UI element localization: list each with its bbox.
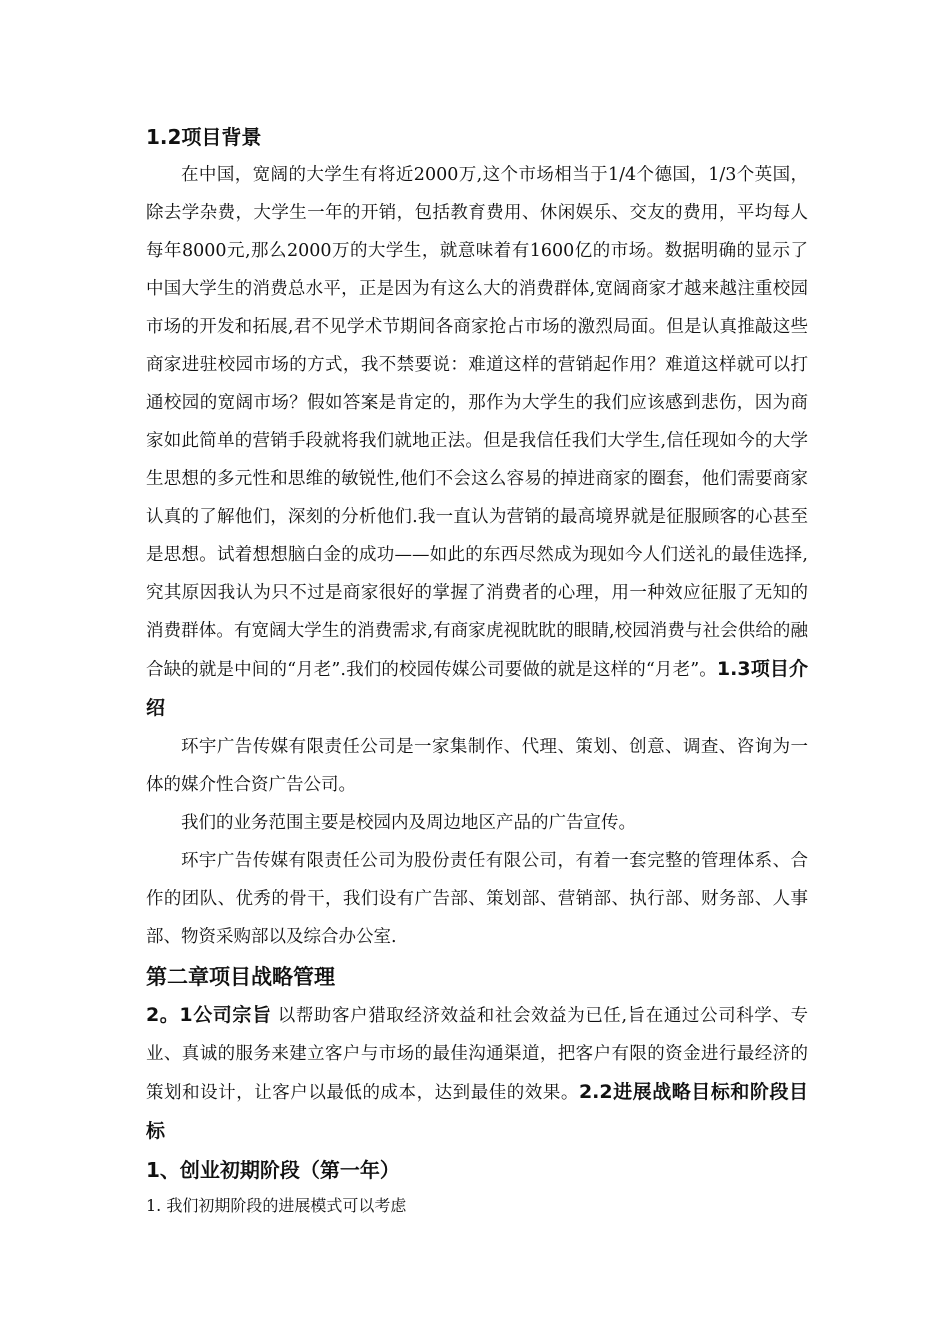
section-heading-2-1: 2。1公司宗旨 — [146, 1004, 272, 1026]
intro-paragraph-1: 环宇广告传媒有限责任公司是一家集制作、代理、策划、创意、调查、咨询为一体的媒介性合资广告公司。 — [146, 737, 808, 795]
document-content — [146, 118, 808, 1223]
mission-paragraph — [146, 996, 808, 1151]
stage-heading-1: 1、创业初期阶段（第一年） — [146, 1158, 400, 1182]
section-heading-1-3: 1.3项目介绍 — [146, 658, 808, 719]
mission-text: 以帮助客户猎取经济效益和社会效益为已任,旨在通过公司科学、专业、真诚的服务来建立客户与市场的最佳沟通渠道，把客户有限的资金进行最经济的策划和设计，让客户以最低的成本，达到最佳的效果。 — [146, 1006, 808, 1103]
section-heading-2-2: 2.2进展战略目标和阶段目标 — [146, 1081, 808, 1142]
stage-item-1: 1. 我们初期阶段的进展模式可以考虑 — [146, 1196, 407, 1215]
intro-paragraph-2: 我们的业务范围主要是校园内及周边地区产品的广告宣传。 — [181, 813, 636, 833]
background-text: 在中国，宽阔的大学生有将近2000万,这个市场相当于1/4个德国，1/3个英国，除去学杂费，大学生一年的开销，包括教育费用、休闲娱乐、交友的费用，平均每人每年8000元,那么2000万的大学生，就意味着有1600亿的市场。数据明确的显示了中国大学生的消费总水平，正是因为有这么大的消费群体,宽阔商家才越来越注重校园市场的开发和拓展,君不见学术节期间各商家抢占市场的激烈局面。但是认真推敲这些商家进驻校园市场的方式，我不禁要说：难道这样的营销起作用？难道这样就可以打通校园的宽阔市场？假如答案是肯定的，那作为大学生的我们应该感到悲伤，因为商家如此简单的营销手段就将我们就地正法。但是我信任我们大学生,信任现如今的大学生思想的多元性和思维的敏锐性,他们不会这么容易的掉进商家的圈套，他们需要商家认真的了解他们，深刻的分析他们.我一直认为营销的最高境界就是征服顾客的心甚至是思想。试着想想脑白金的成功——如此的东西尽然成为现如今人们送礼的最佳选择,究其原因我认为只不过是商家很好的掌握了消费者的心理，用一种效应征服了无知的消费群体。有宽阔大学生的消费需求,有商家虎视眈眈的眼睛,校园消费与社会供给的融合缺的就是中间的“月老”.我们的校园传媒公司要做的就是这样的“月老”。 — [146, 165, 808, 680]
background-paragraph — [146, 156, 808, 728]
chapter-heading-2: 第二章项目战略管理 — [146, 965, 335, 989]
intro-paragraph-3: 环宇广告传媒有限责任公司为股份责任有限公司，有着一套完整的管理体系、合作的团队、优秀的骨干，我们设有广告部、策划部、营销部、执行部、财务部、人事部、物资采购部以及综合办公室. — [146, 851, 808, 947]
section-heading-1-2: 1.2项目背景 — [146, 125, 262, 149]
